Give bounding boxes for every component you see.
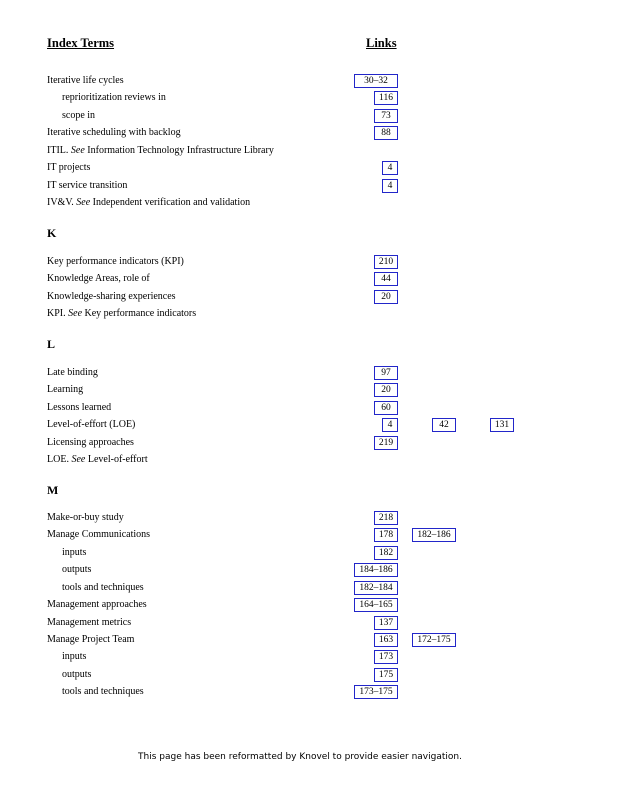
index-entry	[0, 563, 618, 579]
see-reference: See	[71, 454, 86, 465]
page-link[interactable]	[374, 511, 398, 525]
index-entry	[0, 528, 618, 544]
see-target: Key performance indicators	[84, 308, 197, 319]
page-link[interactable]	[354, 581, 398, 595]
page-link-label: 131	[494, 420, 510, 430]
page-link[interactable]	[354, 563, 398, 577]
page-link-label: 173	[378, 652, 394, 662]
see-reference: See	[76, 197, 91, 208]
index-entry	[0, 144, 618, 160]
index-entry	[0, 511, 618, 527]
index-entry	[0, 685, 618, 701]
see-target: Level-of-effort	[87, 454, 148, 465]
page-link[interactable]	[412, 633, 456, 647]
index-entry	[0, 161, 618, 177]
term-text: Key performance indicators (KPI)	[47, 256, 184, 267]
index-entry	[0, 401, 618, 417]
links-header: Links	[366, 36, 397, 50]
page-link-label: 4	[387, 181, 393, 191]
page-link[interactable]	[382, 179, 398, 193]
index-entry	[0, 668, 618, 684]
subterm-text: reprioritization reviews in	[62, 92, 166, 103]
page-link[interactable]	[354, 598, 398, 612]
index-entry	[0, 126, 618, 142]
index-entry	[0, 616, 618, 632]
page-link-label: 173–175	[359, 687, 393, 697]
page-link[interactable]	[490, 418, 514, 432]
page-link-label: 20	[381, 385, 391, 395]
index-entry	[0, 366, 618, 382]
page-link-label: 172–175	[417, 635, 451, 645]
term-text: Learning	[47, 384, 84, 395]
page-link[interactable]	[382, 161, 398, 175]
page-link-label: 73	[381, 111, 391, 121]
page-link-label: 116	[379, 93, 393, 103]
page-link[interactable]	[374, 91, 398, 105]
see-reference: See	[70, 145, 85, 156]
index-entry	[0, 436, 618, 452]
page-link-label: 182–186	[417, 530, 451, 540]
subterm-text: outputs	[62, 564, 92, 575]
page-link[interactable]	[412, 528, 456, 542]
page-link[interactable]	[374, 290, 398, 304]
page-link[interactable]	[374, 650, 398, 664]
term-text: Manage Communications	[47, 529, 151, 540]
page-link-label: 42	[439, 420, 449, 430]
term-text: Management metrics	[47, 617, 132, 628]
term-prefix: KPI.	[47, 308, 66, 319]
index-entry	[0, 179, 618, 195]
section-letter: M	[47, 483, 59, 497]
term-text	[47, 308, 196, 319]
term-text: Make-or-buy study	[47, 512, 124, 523]
page-link-label: 97	[381, 368, 391, 378]
index-entry	[0, 272, 618, 288]
index-entry	[0, 581, 618, 597]
index-entry	[0, 383, 618, 399]
see-target: Independent verification and validation	[92, 197, 251, 208]
page-link[interactable]	[354, 685, 398, 699]
page-link[interactable]	[374, 546, 398, 560]
see-reference: See	[68, 308, 83, 319]
page-link-label: 44	[381, 274, 391, 284]
index-entry	[0, 418, 618, 434]
page-link[interactable]	[374, 401, 398, 415]
term-text	[47, 145, 274, 156]
page-link[interactable]	[354, 74, 398, 88]
page-link-label: 164–165	[359, 600, 393, 610]
term-prefix: IV&V.	[47, 197, 74, 208]
term-text: Manage Project Team	[47, 634, 135, 645]
term-text: Knowledge-sharing experiences	[47, 291, 176, 302]
term-text: Lessons learned	[47, 402, 112, 413]
subterm-text: inputs	[62, 547, 87, 558]
page-link-label: 219	[378, 438, 394, 448]
page-link[interactable]	[374, 383, 398, 397]
term-text: Iterative life cycles	[47, 75, 124, 86]
index-entry	[0, 91, 618, 107]
subterm-text: tools and techniques	[62, 686, 144, 697]
page-link[interactable]	[374, 126, 398, 140]
page-link[interactable]	[382, 418, 398, 432]
section-letter: L	[47, 337, 56, 351]
page-link-label: 88	[381, 128, 391, 138]
page-link-label: 163	[378, 635, 394, 645]
page-link-label: 184–186	[359, 565, 393, 575]
page-link-label: 218	[378, 513, 394, 523]
subterm-text: outputs	[62, 669, 92, 680]
index-entry	[0, 650, 618, 666]
term-text: Knowledge Areas, role of	[47, 273, 150, 284]
page-link[interactable]	[374, 436, 398, 450]
index-terms-header: Index Terms	[47, 36, 115, 50]
subterm-text: inputs	[62, 651, 87, 662]
page-link[interactable]	[374, 109, 398, 123]
term-text: Iterative scheduling with backlog	[47, 127, 181, 138]
index-entry	[0, 633, 618, 649]
page-link[interactable]	[374, 668, 398, 682]
page-link[interactable]	[432, 418, 456, 432]
term-prefix: LOE.	[47, 454, 69, 465]
term-prefix: ITIL.	[47, 145, 69, 156]
page-link[interactable]	[374, 633, 398, 647]
see-target: Information Technology Infrastructure Library	[87, 145, 274, 156]
page-link-label: 20	[381, 292, 391, 302]
page-link[interactable]	[374, 255, 398, 269]
page-link-label: 137	[378, 618, 394, 628]
page-link-label: 182	[378, 548, 394, 558]
page-link-label: 178	[378, 530, 394, 540]
page-link-label: 210	[378, 257, 394, 267]
page-link[interactable]	[374, 366, 398, 380]
index-entry	[0, 109, 618, 125]
term-text: Management approaches	[47, 599, 147, 610]
page-link-label: 4	[387, 163, 393, 173]
page-link[interactable]	[374, 528, 398, 542]
index-entry	[0, 453, 618, 469]
index-entry	[0, 307, 618, 323]
subterm-text: tools and techniques	[62, 582, 144, 593]
term-text: Late binding	[47, 367, 98, 378]
term-text	[47, 454, 148, 465]
footer-note: This page has been reformatted by Knovel to provide easier navigation.	[138, 752, 462, 762]
index-entry	[0, 74, 618, 90]
subterm-text: scope in	[62, 110, 96, 121]
page-link-label: 4	[387, 420, 393, 430]
page-link[interactable]	[374, 616, 398, 630]
term-text: Level-of-effort (LOE)	[47, 419, 136, 430]
section-letter: K	[47, 226, 57, 240]
index-entry	[0, 546, 618, 562]
index-entry	[0, 598, 618, 614]
term-text: Licensing approaches	[47, 437, 134, 448]
term-text: IT service transition	[47, 180, 128, 191]
page-link-label: 182–184	[359, 583, 393, 593]
page-link-label: 30–32	[364, 76, 388, 86]
page-link[interactable]	[374, 272, 398, 286]
index-entry	[0, 196, 618, 212]
page-link-label: 175	[378, 670, 394, 680]
page-link-label: 60	[381, 403, 391, 413]
index-entry	[0, 255, 618, 271]
term-text	[47, 197, 250, 208]
index-entry	[0, 290, 618, 306]
term-text: IT projects	[47, 162, 91, 173]
